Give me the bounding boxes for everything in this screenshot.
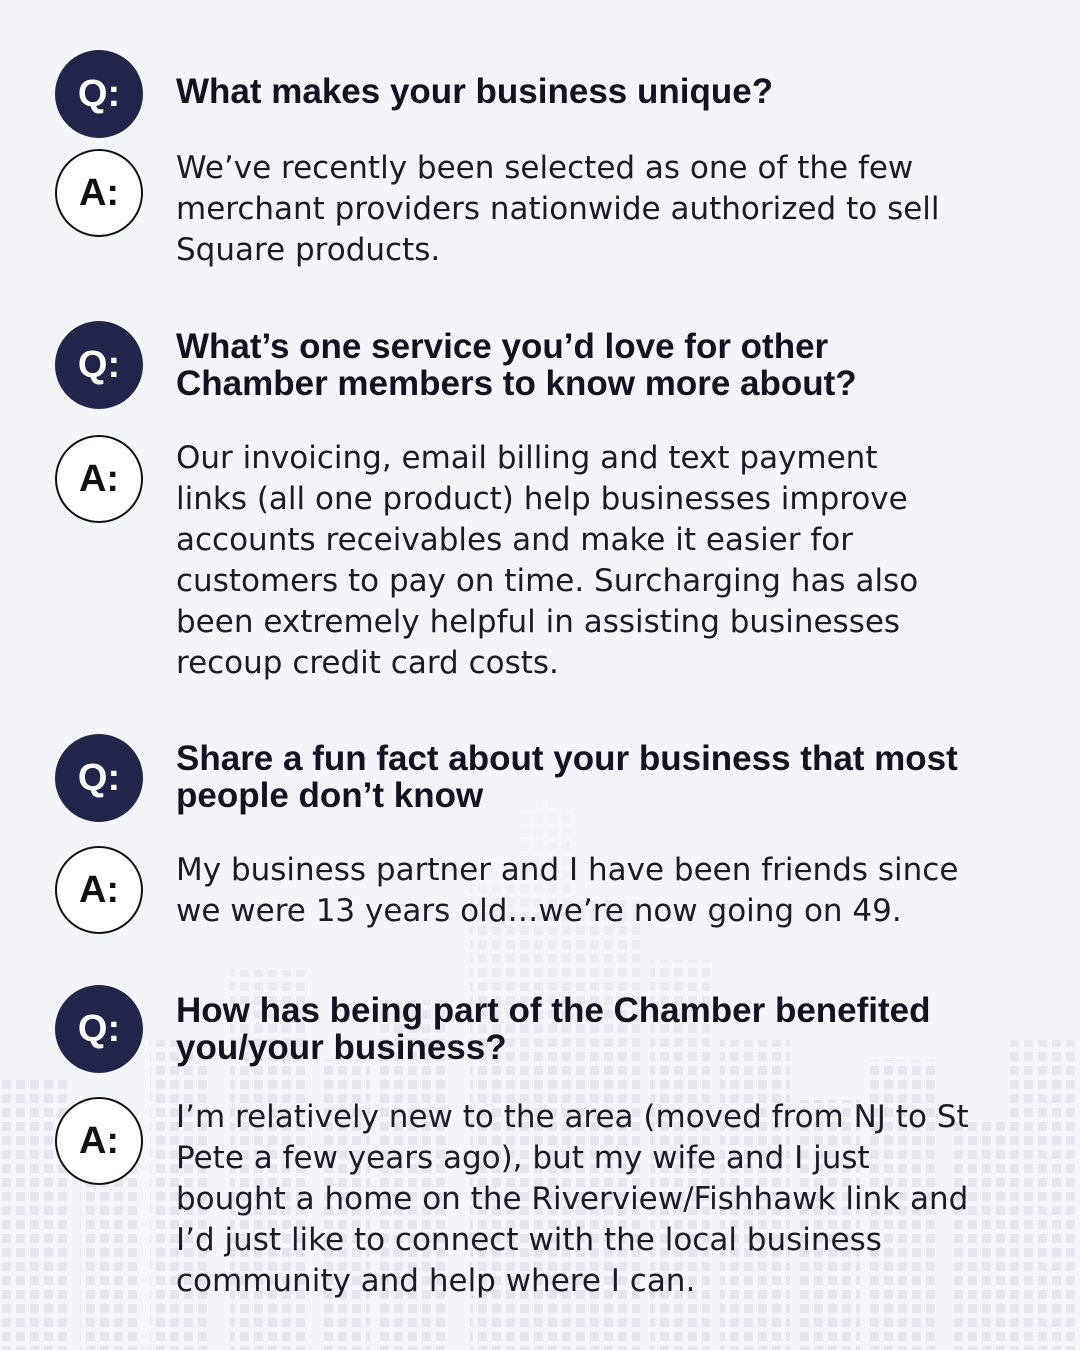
question-text: What makes your business unique? <box>176 72 774 111</box>
question-badge <box>55 985 143 1073</box>
answer-text: We’ve recently been selected as one of the few merchant providers nationwide authorized to sell Square products. <box>176 150 940 268</box>
answer-text: Our invoicing, email billing and text payment links (all one product) help businesses improve accounts receivables and make it easier for customers to pay on time. Surcharging has also been extremely helpful in assisting businesses recoup credit card costs. <box>176 440 919 681</box>
question-badge <box>55 50 143 138</box>
question-text: How has being part of the Chamber benefited you/your business? <box>176 991 931 1067</box>
question-badge-label: Q: <box>77 1007 121 1050</box>
answer-badge <box>55 149 143 237</box>
answer-text: I’m relatively new to the area (moved from NJ to St Pete a few years ago), but my wife and I just bought a home on the Riverview/Fishhawk link and I’d just like to connect with the local business community and help where I can. <box>176 1099 969 1299</box>
answer-text: My business partner and I have been friends since we were 13 years old…we’re now going on 49. <box>176 852 959 929</box>
question-badge <box>55 321 143 409</box>
question-badge <box>55 734 143 822</box>
answer-badge-label: A: <box>78 868 120 911</box>
answer-badge-label: A: <box>78 1119 120 1162</box>
answer-badge-label: A: <box>78 171 120 214</box>
question-text: What’s one service you’d love for other Chamber members to know more about? <box>176 327 857 403</box>
question-badge-label: Q: <box>77 756 121 799</box>
answer-badge <box>55 846 143 934</box>
question-badge-label: Q: <box>77 343 121 386</box>
question-text: Share a fun fact about your business that most people don’t know <box>176 739 958 815</box>
question-badge-label: Q: <box>77 72 121 115</box>
answer-badge <box>55 435 143 523</box>
answer-badge <box>55 1097 143 1185</box>
answer-badge-label: A: <box>78 457 120 500</box>
